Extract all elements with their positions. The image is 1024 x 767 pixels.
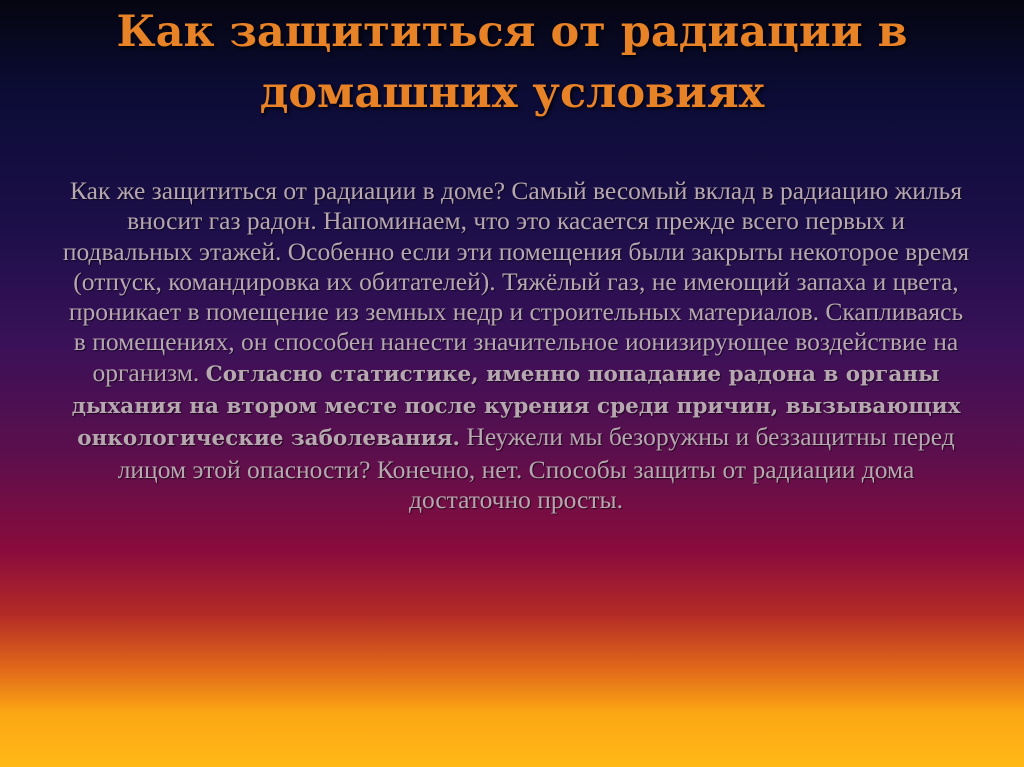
slide-title: Как защититься от радиации в домашних условиях xyxy=(116,7,908,119)
body-highlight-text: Согласно статистике, именно попадание радона в органы дыхания на втором месте после курения среди причин, вызывающих онкологические заболевания. xyxy=(71,361,961,452)
body-intro-text: Как же защититься от радиации в доме? Самый весомый вклад в радиацию жилья вносит газ радон. Напоминаем, что это касается прежде всего первых и подвальных этажей. Особенно если эти помещения были закрыты некоторое время (отпуск, командировка их обитателей). Тяжёлый газ, не имеющий запаха и цвета, проникает в помещение из земных недр и строительных материалов. Скапливаясь в помещениях, он способен нанести значительное ионизирующее воздействие на организм. xyxy=(62,176,970,387)
body-outro-text: Неужели мы безоружны и беззащитны перед лицом этой опасности? Конечно, нет. Способы защиты от радиации дома достаточно просты. xyxy=(117,422,955,514)
body-paragraph xyxy=(62,176,970,515)
